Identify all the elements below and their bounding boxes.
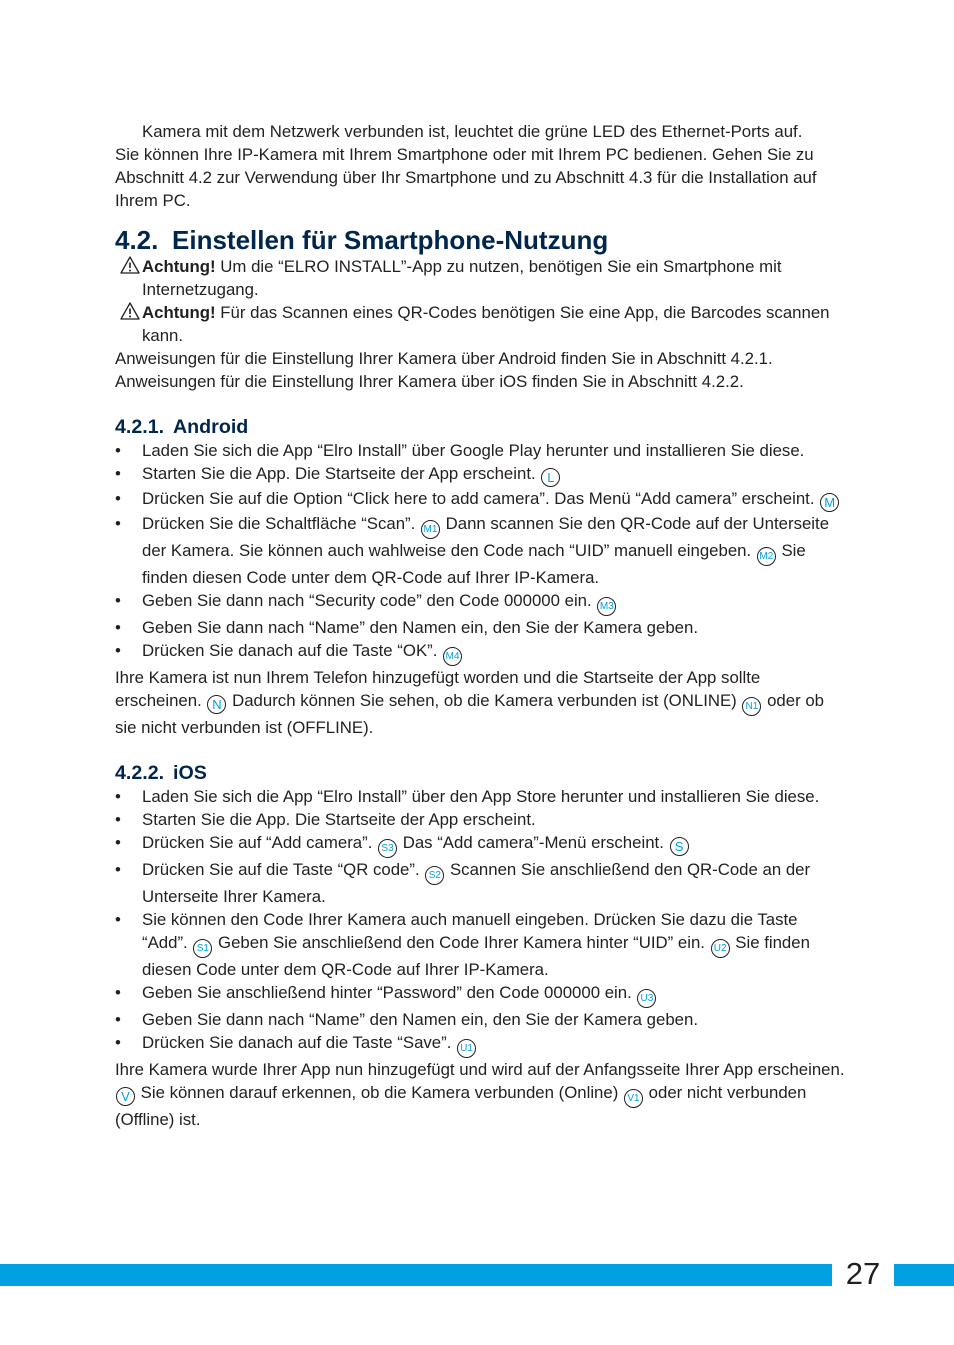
step-text: Geben Sie dann nach “Name” den Namen ein, den Sie der Kamera geben. (142, 618, 698, 637)
screen-ref-badge: S3 (378, 839, 397, 858)
step-text: Geben Sie dann nach “Name” den Namen ein, den Sie der Kamera geben. (142, 1010, 698, 1029)
subsection-heading-ios (115, 762, 845, 785)
warning-icon (120, 256, 140, 274)
document-body (115, 120, 845, 1131)
intro-continuation: Kamera mit dem Netzwerk verbunden ist, leuchtet die grüne LED des Ethernet-Ports auf. (142, 122, 803, 141)
step-text: Geben Sie anschließend hinter “Password” den Code 000000 ein. (142, 983, 632, 1002)
bullet: • (115, 910, 121, 929)
list-item (115, 908, 845, 981)
bullet: • (115, 441, 121, 460)
subsection-number: 4.2.1. (115, 416, 165, 438)
step-text: Dann scannen Sie den QR-Code auf der Unterseite der Kamera. Sie können auch wahlweise den Code nach “UID” manuell eingeben. (142, 514, 830, 560)
paragraph-text: Dadurch können Sie sehen, ob die Kamera verbunden ist (ONLINE) (227, 691, 737, 710)
ios-steps (115, 785, 845, 1058)
step-text: Drücken Sie auf die Taste “QR code”. (142, 860, 420, 879)
step-text: Starten Sie die App. Die Startseite der App erscheint. (142, 464, 536, 483)
step-text: Geben Sie anschließend den Code Ihrer Kamera hinter “UID” ein. (213, 933, 705, 952)
list-item (115, 616, 845, 639)
screen-ref-badge: U1 (457, 1039, 476, 1058)
list-item (115, 1031, 845, 1058)
ios-result-paragraph (115, 1058, 845, 1131)
bullet: • (115, 833, 121, 852)
subsection-title: iOS (173, 762, 207, 784)
screen-ref-badge: S1 (193, 939, 212, 958)
section-title: Einstellen für Smartphone-Nutzung (172, 225, 609, 255)
bullet: • (115, 618, 121, 637)
step-text: Drücken Sie auf “Add camera”. (142, 833, 373, 852)
android-result-paragraph (115, 666, 845, 739)
step-text: Laden Sie sich die App “Elro Install” über Google Play herunter und installieren Sie diese. (142, 441, 805, 460)
screen-ref-badge: S (670, 837, 689, 856)
footer-bar (0, 1264, 954, 1286)
screen-ref-badge: M (820, 493, 839, 512)
section-number: 4.2. (115, 225, 159, 255)
screen-ref-badge: U2 (711, 939, 730, 958)
step-text: Sie finden diesen Code unter dem QR-Code auf Ihrer IP-Kamera. (142, 541, 806, 587)
bullet: • (115, 591, 121, 610)
list-item (115, 785, 845, 808)
step-text: Sie können den Code Ihrer Kamera auch manuell eingeben. Drücken Sie dazu die Taste “Add”. (142, 910, 798, 952)
list-item (115, 639, 845, 666)
step-text: Laden Sie sich die App “Elro Install” über den App Store herunter und installieren Sie diese. (142, 787, 820, 806)
bullet: • (115, 514, 121, 533)
step-text: Drücken Sie die Schaltfläche “Scan”. (142, 514, 416, 533)
bullet: • (115, 464, 121, 483)
bullet: • (115, 983, 121, 1002)
step-text: Scannen Sie anschließend den QR-Code an der Unterseite Ihrer Kamera. (142, 860, 811, 906)
list-item (115, 487, 845, 512)
list-item (115, 589, 845, 616)
warning-1 (115, 255, 845, 301)
paragraph-text: oder ob sie nicht verbunden ist (OFFLINE). (115, 691, 825, 737)
bullet: • (115, 860, 121, 879)
screen-ref-badge: M3 (597, 597, 616, 616)
warning-text: Um die “ELRO INSTALL”-App zu nutzen, benötigen Sie ein Smartphone mit Internetzugang. (142, 257, 782, 299)
paragraph-text: Ihre Kamera ist nun Ihrem Telefon hinzugefügt worden und die Startseite der App sollte erscheinen. (115, 668, 761, 710)
screen-ref-badge: M2 (757, 547, 776, 566)
warning-text: Für das Scannen eines QR-Codes benötigen Sie eine App, die Barcodes scannen kann. (142, 303, 830, 345)
screen-ref-badge: V (116, 1087, 135, 1106)
screen-ref-badge: V1 (624, 1089, 643, 1108)
list-item (115, 439, 845, 462)
step-text: Drücken Sie danach auf die Taste “OK”. (142, 641, 438, 660)
screen-ref-badge: N (207, 695, 226, 714)
paragraph-text: oder nicht verbunden (Offline) ist. (115, 1083, 807, 1129)
list-item (115, 808, 845, 831)
subsection-number: 4.2.2. (115, 762, 165, 784)
warning-label: Achtung! (142, 303, 216, 322)
screen-ref-badge: S2 (425, 866, 444, 885)
list-item (115, 858, 845, 908)
bullet: • (115, 787, 121, 806)
step-text: Sie finden diesen Code unter dem QR-Code auf Ihrer IP-Kamera. (142, 933, 810, 979)
bullet: • (115, 1010, 121, 1029)
section-heading (115, 225, 845, 255)
intro-paragraph: Sie können Ihre IP-Kamera mit Ihrem Smartphone oder mit Ihrem PC bedienen. Gehen Sie zu Abschnitt 4.2 zur Verwendung über Ihr Smartphone und zu Abschnitt 4.3 für die Installation auf Ihrem PC. (115, 145, 817, 210)
subsection-title: Android (173, 416, 249, 438)
step-text: Drücken Sie auf die Option “Click here to add camera”. Das Menü “Add camera” erscheint. (142, 489, 815, 508)
subsection-heading-android (115, 416, 845, 439)
list-item (115, 831, 845, 858)
list-item (115, 512, 845, 589)
list-item (115, 981, 845, 1008)
list-item (115, 1008, 845, 1031)
step-text: Drücken Sie danach auf die Taste “Save”. (142, 1033, 452, 1052)
android-steps (115, 439, 845, 666)
step-text: Das “Add camera”-Menü erscheint. (398, 833, 664, 852)
paragraph-text: Sie können darauf erkennen, ob die Kamera verbunden (Online) (136, 1083, 619, 1102)
screen-ref-badge: U3 (637, 989, 656, 1008)
screen-ref-badge: M4 (443, 647, 462, 666)
list-item (115, 462, 845, 487)
warning-label: Achtung! (142, 257, 216, 276)
screen-ref-badge: N1 (742, 697, 761, 716)
bullet: • (115, 1033, 121, 1052)
page-number: 27 (845, 1256, 881, 1291)
bullet: • (115, 810, 121, 829)
note-ios: Anweisungen für die Einstellung Ihrer Kamera über iOS finden Sie in Abschnitt 4.2.2. (115, 372, 744, 391)
paragraph-text: Ihre Kamera wurde Ihrer App nun hinzugefügt und wird auf der Anfangsseite Ihrer App erscheinen. (115, 1060, 845, 1079)
warning-2 (115, 301, 845, 347)
note-android: Anweisungen für die Einstellung Ihrer Kamera über Android finden Sie in Abschnitt 4.2.1. (115, 349, 773, 368)
bullet: • (115, 489, 121, 508)
screen-ref-badge: L (541, 468, 560, 487)
step-text: Starten Sie die App. Die Startseite der App erscheint. (142, 810, 536, 829)
warning-icon (120, 302, 140, 320)
bullet: • (115, 641, 121, 660)
step-text: Geben Sie dann nach “Security code” den Code 000000 ein. (142, 591, 592, 610)
screen-ref-badge: M1 (421, 520, 440, 539)
